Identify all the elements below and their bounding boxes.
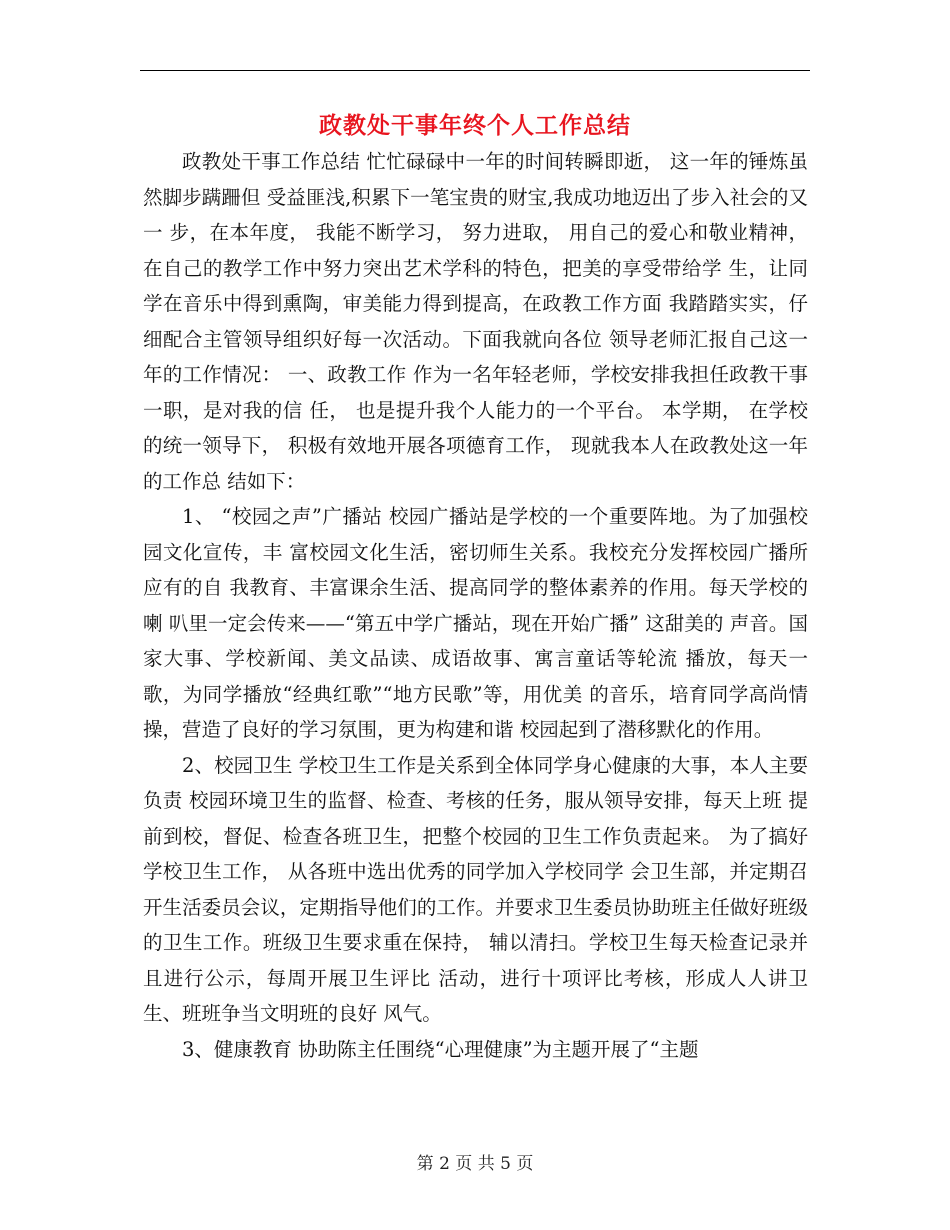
page-number-footer: 第 2 页 共 5 页 [416, 1154, 534, 1174]
document-title: 政教处干事年终个人工作总结 [319, 113, 631, 139]
paragraph-campus-hygiene: 2、校园卫生 学校卫生工作是关系到全体同学身心健康的大事，本人主要负责 校园环境卫生的监督、检查、考核的任务，服从领导安排，每天上班 提前到校，督促、检查各班卫生，把整个校园的卫生工作负责起来。 为了搞好学校卫生工作， 从各班中选出优秀的同学加入学校同学 会卫生部，并定期召开生活委员会议，定期指导他们的工作。并要求卫生委员协助班主任做好班级的卫生工作。班级卫生要求重在保持， 辅以清扫。学校卫生每天检查记录并且进行公示，每周开展卫生评比 活动，进行十项评比考核，形成人人讲卫生、班班争当文明班的良好 风气。 [143, 753, 808, 1025]
paragraph-intro: 政教处干事工作总结 忙忙碌碌中一年的时间转瞬即逝， 这一年的锤炼虽然脚步蹒跚但 受益匪浅,积累下一笔宝贵的财宝,我成功地迈出了步入社会的又一 步，在本年度， 我能不断学习， 努力进取， 用自己的爱心和敬业精神， 在自己的教学工作中努力突出艺术学科的特色，把美的享受带给学 生，让同学在音乐中得到熏陶，审美能力得到提高，在政教工作方面 我踏踏实实，仔细配合主管领导组织好每一次活动。下面我就向各位 领导老师汇报自己这一年的工作情况： 一、政教工作 作为一名年轻老师，学校安排我担任政教干事一职，是对我的信 任， 也是提升我个人能力的一个平台。 本学期， 在学校的统一领导下， 积极有效地开展各项德育工作， 现就我本人在政教处这一年的工作总 结如下： [143, 150, 808, 493]
header-rule [140, 70, 810, 71]
paragraph-broadcast-station: 1、 “校园之声”广播站 校园广播站是学校的一个重要阵地。为了加强校园文化宣传，丰 富校园文化生活，密切师生关系。我校充分发挥校园广播所应有的自 我教育、丰富课余生活、提高同学的整体素养的作用。每天学校的喇 叭里一定会传来——“第五中学广播站，现在开始广播” 这甜美的 声音。国家大事、学校新闻、美文品读、成语故事、寓言童话等轮流 播放，每天一歌，为同学播放“经典红歌”“地方民歌”等，用优美 的音乐，培育同学高尚情操，营造了良好的学习氛围，更为构建和谐 校园起到了潜移默化的作用。 [143, 505, 808, 741]
paragraph-health-education: 3、健康教育 协助陈主任围绕“心理健康”为主题开展了“主题 [182, 1037, 699, 1061]
document-body [143, 144, 808, 1067]
